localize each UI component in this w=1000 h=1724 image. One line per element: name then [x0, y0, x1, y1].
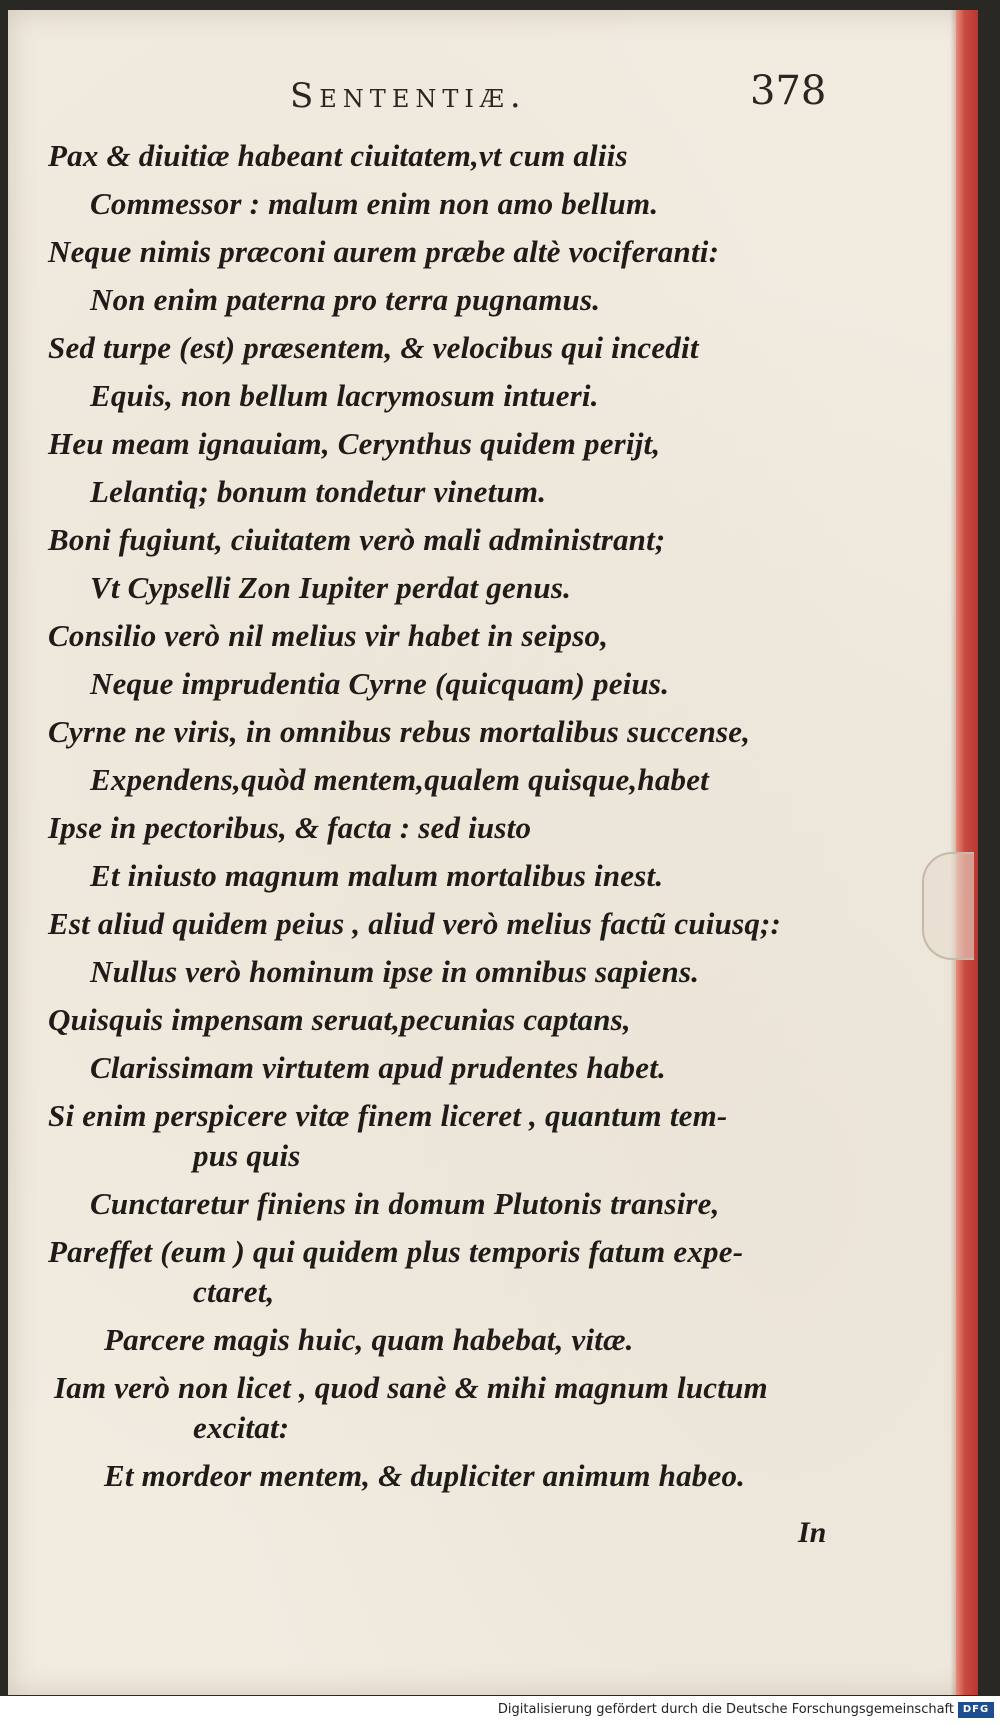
- text-line: Non enim paterna pro terra pugnamus.: [90, 282, 601, 317]
- text-line: pus quis: [193, 1138, 301, 1173]
- text-line: Clarissimam virtutem apud prudentes habet.: [90, 1050, 666, 1085]
- text-line: Vt Cypselli Zon Iupiter perdat genus.: [90, 570, 572, 605]
- text-line: Ipse in pectoribus, & facta : sed iusto: [48, 810, 532, 845]
- page-header: [8, 68, 978, 128]
- text-line: Cunctaretur finiens in domum Plutonis transire,: [90, 1186, 720, 1221]
- dfg-logo: DFG: [958, 1702, 994, 1718]
- text-line: Nullus verò hominum ipse in omnibus sapiens.: [90, 954, 700, 989]
- text-line: Est aliud quidem peius , aliud verò melius factũ cuiusq;:: [48, 906, 782, 941]
- text-line: Et mordeor mentem, & dupliciter animum habeo.: [104, 1458, 746, 1493]
- text-line: excitat:: [193, 1410, 290, 1445]
- text-line: Heu meam ignauiam, Cerynthus quidem perijt,: [48, 426, 661, 461]
- footer-credit: Digitalisierung gefördert durch die Deutsche Forschungsgemeinschaft: [497, 1702, 954, 1717]
- text-line: Equis, non bellum lacrymosum intueri.: [90, 378, 599, 413]
- book-page: [8, 10, 978, 1695]
- text-line: Commessor : malum enim non amo bellum.: [90, 186, 659, 221]
- text-line: Quisquis impensam seruat,pecunias captans,: [48, 1002, 631, 1037]
- page-tab-outline: [922, 852, 974, 960]
- text-line: Lelantiq; bonum tondetur vinetum.: [90, 474, 547, 509]
- page-number: 378: [750, 68, 827, 114]
- text-line: Neque nimis præconi aurem præbe altè vociferanti:: [48, 234, 720, 269]
- text-line: Parcere magis huic, quam habebat, vitæ.: [104, 1322, 634, 1357]
- text-line: Sed turpe (est) præsentem, & velocibus qui incedit: [48, 330, 699, 365]
- text-line: ctaret,: [193, 1274, 275, 1309]
- text-line: Expendens,quòd mentem,qualem quisque,habet: [90, 762, 709, 797]
- text-line: Si enim perspicere vitæ finem liceret , quantum tem-: [48, 1098, 728, 1133]
- text-line: Consilio verò nil melius vir habet in seipso,: [48, 618, 609, 653]
- text-line: Et iniusto magnum malum mortalibus inest.: [90, 858, 664, 893]
- digitization-footer: [0, 1696, 1000, 1724]
- text-line: Cyrne ne viris, in omnibus rebus mortalibus succense,: [48, 714, 751, 749]
- text-line: Pax & diuitiæ habeant ciuitatem,vt cum aliis: [48, 138, 628, 173]
- text-line: Neque imprudentia Cyrne (quicquam) peius.: [90, 666, 670, 701]
- running-head: Sententiæ.: [290, 76, 527, 116]
- text-line: Pareffet (eum ) qui quidem plus temporis fatum expe-: [48, 1234, 744, 1269]
- catchword: In: [798, 1516, 827, 1549]
- text-line: Boni fugiunt, ciuitatem verò mali administrant;: [48, 522, 666, 557]
- text-line: Iam verò non licet , quod sanè & mihi magnum luctum: [54, 1370, 768, 1405]
